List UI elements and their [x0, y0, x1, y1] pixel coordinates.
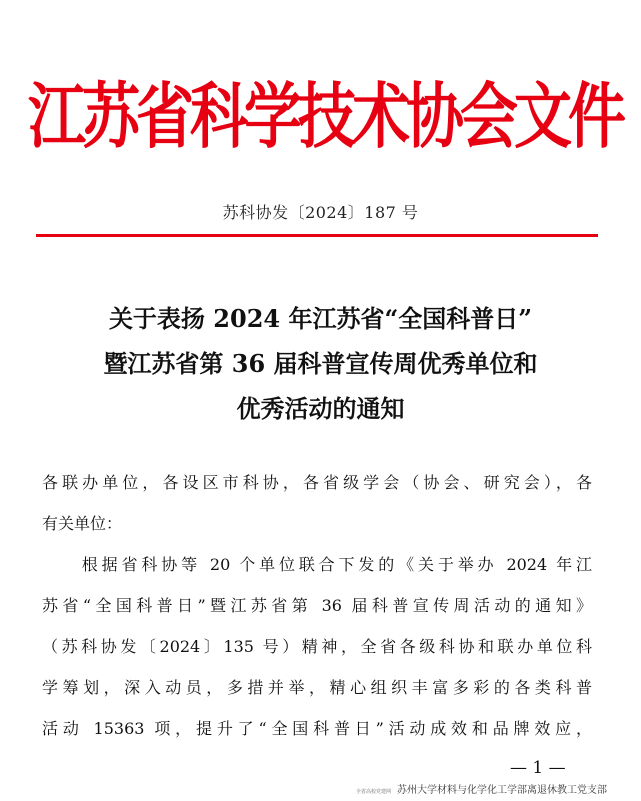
document-number: 苏科协发〔2024〕187 号 — [222, 203, 419, 222]
body-line: 苏省“全国科普日”暨江苏省第 36 届科普宣传周活动的通知》 — [42, 596, 592, 615]
footer-credit-text: 苏州大学材料与化学化工学部离退休教工党支部 — [397, 785, 608, 796]
header-title: 江苏省科学技术协会文件 — [28, 75, 623, 159]
body-line: 学筹划，深入动员，多措并举，精心组织丰富多彩的各类科普 — [42, 678, 592, 697]
body-line: 活动 15363 项，提升了“全国科普日”活动成效和品牌效应， — [42, 719, 592, 738]
body-line: 各联办单位，各设区市科协，各省级学会（协会、研究会），各 — [42, 473, 592, 492]
body-line: 根据省科协等 20 个单位联合下发的《关于举办 2024 年江 — [42, 555, 592, 574]
notice-title-line: 暨江苏省第 36 届科普宣传周优秀单位和 — [103, 349, 538, 378]
red-divider-line — [36, 234, 598, 237]
notice-title-line: 优秀活动的通知 — [236, 394, 405, 423]
page-number: — 1 — — [510, 758, 566, 778]
footer-small-text: 全省高校党建网 — [356, 789, 392, 795]
body-line: （苏科协发〔2024〕135 号）精神，全省各级科协和联办单位科 — [42, 637, 592, 656]
notice-title — [30, 296, 611, 431]
footer-credit — [356, 783, 640, 799]
body-line: 有关单位： — [42, 514, 123, 533]
body-text — [42, 462, 592, 749]
notice-title-line: 关于表扬 2024 年江苏省“全国科普日” — [108, 304, 533, 333]
